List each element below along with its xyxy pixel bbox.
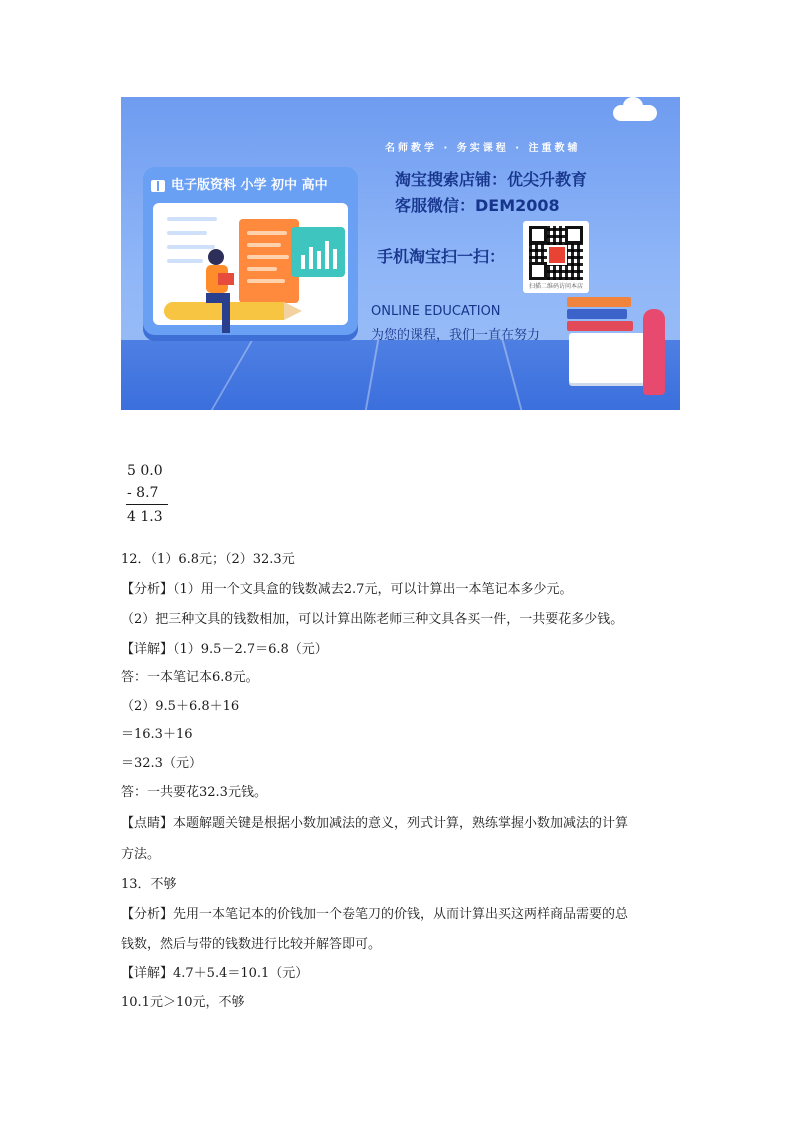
answer-line: 【详解】4.7＋5.4＝10.1（元） <box>121 966 309 981</box>
answer-line: 方法。 <box>121 847 161 862</box>
answer-line: 【点睛】本题解题关键是根据小数加减法的意义，列式计算，熟练掌握小数加减法的计算 <box>121 816 629 831</box>
answer-line: ＝32.3（元） <box>121 756 202 771</box>
online-education-text: ONLINE EDUCATION <box>371 304 501 319</box>
answer-line: 12．（1）6.8元；（2）32.3元 <box>121 552 295 567</box>
qr-caption: 扫描二维码访问本店 <box>528 283 583 290</box>
calc-row-1: 5 0.0 <box>127 463 163 479</box>
book-icon <box>151 180 165 192</box>
wechat-contact-text: 客服微信：DEM2008 <box>395 196 560 215</box>
answer-line: 【详解】（1）9.5－2.7＝6.8（元） <box>121 642 328 657</box>
answer-line: 答：一共要花32.3元钱。 <box>121 785 267 800</box>
calc-underline <box>126 504 168 505</box>
book-stack-illustration <box>567 297 637 333</box>
banner-tagline: 名师教学 · 务实课程 · 注重教辅 <box>385 143 581 154</box>
cloud-decoration <box>613 105 657 121</box>
answer-line: ＝16.3＋16 <box>121 727 193 742</box>
answer-line: （2）把三种文具的钱数相加，可以计算出陈老师三种文具各买一件，一共要花多少钱。 <box>121 612 624 627</box>
banner-slogan: 为您的课程，我们一直在努力 <box>371 328 541 343</box>
shop-search-text: 淘宝搜索店铺：优尖升教育 <box>395 170 588 189</box>
document-panel <box>239 219 299 303</box>
chart-card-icon <box>291 227 345 277</box>
answer-line: 13．不够 <box>121 877 177 892</box>
answer-line: 钱数，然后与带的钱数进行比较并解答即可。 <box>121 937 382 952</box>
answer-line: 答：一本笔记本6.8元。 <box>121 670 259 685</box>
answer-line: 【分析】先用一本笔记本的价钱加一个卷笔刀的价钱，从而计算出买这两样商品需要的总 <box>121 907 629 922</box>
calc-row-3: 4 1.3 <box>127 509 163 525</box>
board-title: 电子版资料 小学 初中 高中 <box>151 175 328 197</box>
answer-line: 【分析】（1）用一个文具盒的钱数减去2.7元，可以计算出一本笔记本多少元。 <box>121 582 573 597</box>
shop-logo-icon <box>547 245 567 265</box>
vertical-calculation <box>127 460 187 528</box>
calc-row-2: - 8.7 <box>127 485 159 501</box>
qr-code <box>523 221 589 293</box>
answer-line: （2）9.5＋6.8＋16 <box>121 699 240 714</box>
answer-line: 10.1元＞10元，不够 <box>121 995 245 1010</box>
scan-prompt-text: 手机淘宝扫一扫： <box>377 247 506 266</box>
promo-banner <box>121 97 680 410</box>
teacher-illustration <box>643 309 665 395</box>
reading-person-illustration <box>196 247 240 337</box>
